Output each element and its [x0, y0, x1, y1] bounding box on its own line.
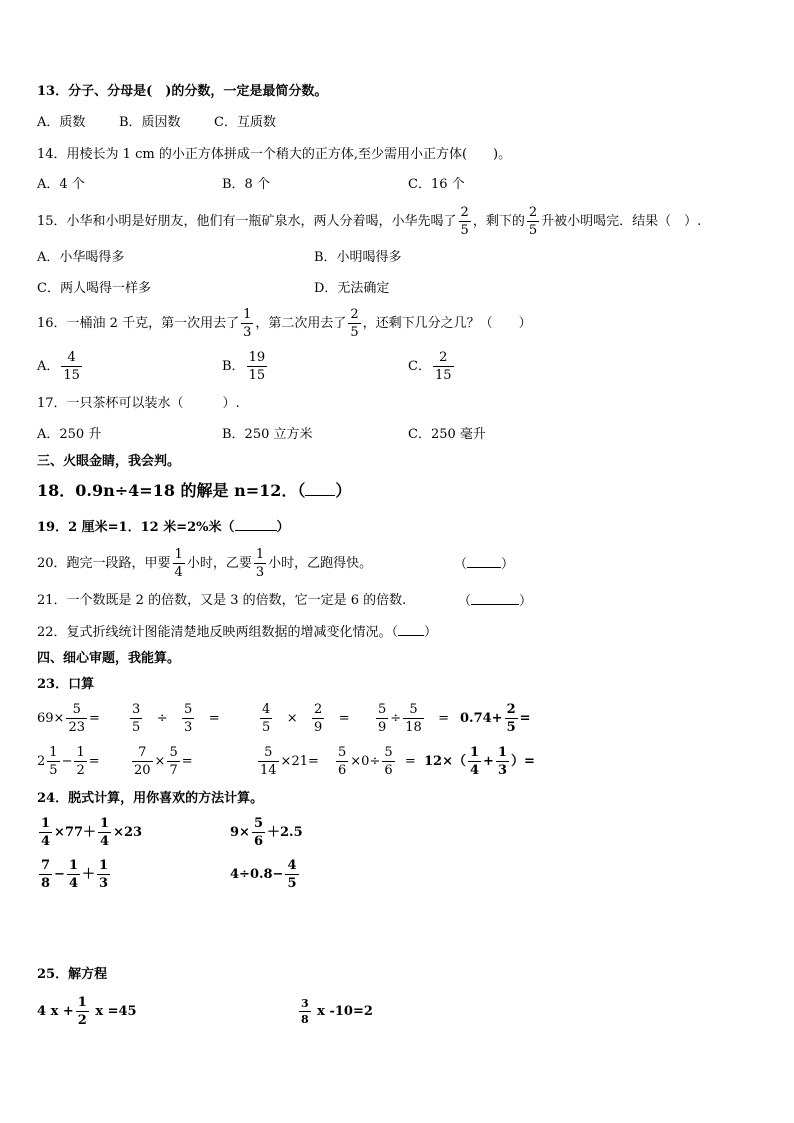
step-calc-item: $\frac{7}{8}$ − $\frac{1}{4}$ ＋ $\frac{1}{3}$ [41, 858, 109, 891]
fraction: $\frac{1}{2}$ [76, 745, 85, 778]
fraction: $\frac{5}{18}$ [405, 702, 422, 735]
fraction: $\frac{1}{3}$ [243, 307, 252, 340]
fraction: $\frac{3}{5}$ [132, 702, 141, 735]
q13-option-a: A．质数 [37, 115, 86, 130]
fraction: $\frac{4}{5}$ [262, 702, 271, 735]
fraction: $\frac{2}{9}$ [314, 702, 323, 735]
section-4-heading: 四、细心审题，我能算。 [37, 651, 181, 666]
fraction: $\frac{2}{5}$ [506, 702, 516, 735]
q16-text-2: ，第二次用去了 [255, 316, 347, 331]
q16-option-c: C． $\frac{2}{15}$ [408, 350, 452, 383]
q13-stem: 13．分子、分母是( )的分数，一定是最简分数。 [37, 84, 328, 99]
q23-title: 23．口算 [37, 677, 95, 692]
fraction: $\frac{1}{5}$ [49, 745, 58, 778]
mental-calc-item: $\frac{5}{6}$ ×0÷ $\frac{5}{6}$ = [338, 745, 416, 778]
equation-item: 4 x + $\frac{1}{2}$ x =45 [37, 995, 137, 1028]
q16-text-3: ，还剩下几分之几？（ ） [362, 316, 532, 331]
mental-calc-item: $\frac{7}{20}$ × $\frac{5}{7}$ = [134, 745, 193, 778]
fraction: $\frac{19}{15}$ [248, 350, 266, 383]
fraction: $\frac{1}{3}$ [99, 858, 109, 891]
fraction: $\frac{1}{4}$ [174, 547, 183, 580]
q15-stem [37, 203, 701, 241]
answer-blank[interactable] [398, 623, 424, 636]
fraction: $\frac{7}{20}$ [134, 745, 151, 778]
fraction: $\frac{5}{7}$ [169, 745, 178, 778]
fraction: $\frac{5}{6}$ [253, 816, 263, 849]
q17-option-c: C．250 毫升 [408, 427, 486, 442]
q14-option-c: C．16 个 [408, 177, 465, 192]
q21-answer: （ ） [458, 594, 533, 609]
q15-option-c: C．两人喝得一样多 [37, 281, 151, 296]
q25-title: 25．解方程 [37, 967, 108, 982]
fraction: $\frac{4}{5}$ [287, 858, 297, 891]
equation-item: $\frac{3}{8}$ x -10=2 [301, 997, 373, 1026]
q20-statement: 20．跑完一段路，甲要 $\frac{1}{4}$ 小时，乙要 $\frac{1}{3}$ 小时，乙跑得快。 [37, 547, 373, 580]
fraction: $\frac{2}{5}$ [460, 205, 469, 238]
q24-title: 24．脱式计算，用你喜欢的方法计算。 [37, 791, 264, 806]
fraction: $\frac{5}{6}$ [338, 745, 347, 778]
q15-text-1: 15．小华和小明是好朋友，他们有一瓶矿泉水，两人分着喝，小华先喝了 [37, 214, 457, 229]
fraction: $\frac{1}{3}$ [497, 745, 507, 778]
mental-calc-item: 69× $\frac{5}{23}$ = [37, 702, 100, 735]
q20-answer: （ ） [454, 557, 515, 572]
section-3-heading: 三、火眼金睛，我会判。 [37, 454, 181, 469]
mental-calc-item: $\frac{5}{9}$ ÷ $\frac{5}{18}$ = [378, 702, 450, 735]
q14-option-a: A．4 个 [37, 177, 85, 192]
mental-calc-item: 0.74+ $\frac{2}{5}$ = [460, 702, 531, 735]
fraction: $\frac{1}{4}$ [469, 745, 480, 778]
step-calc-item: 4÷0.8− $\frac{4}{5}$ [230, 858, 297, 891]
q15-text-2: ，剩下的 [472, 214, 525, 229]
q13-option-c: C．互质数 [214, 115, 276, 130]
q13-option-b: B．质因数 [119, 115, 181, 130]
q15-text-3: 升被小明喝完．结果（ ）. [541, 214, 702, 229]
q16-stem [37, 305, 532, 343]
mental-calc-item: 12×（ $\frac{1}{4}$ + $\frac{1}{3}$ ）= [424, 745, 535, 778]
q21-statement: 21．一个数既是 2 的倍数，又是 3 的倍数，它一定是 6 的倍数. [37, 593, 407, 608]
mental-calc-item: $\frac{5}{14}$ ×21= [260, 745, 319, 778]
fraction: $\frac{1}{2}$ [77, 995, 87, 1028]
q19-statement: 19．2 厘米=1．12 米=2%米（ ） [37, 520, 290, 535]
fraction: $\frac{5}{23}$ [68, 702, 85, 735]
fraction: $\frac{1}{4}$ [41, 816, 51, 849]
step-calc-item: 9× $\frac{5}{6}$ ＋2.5 [230, 816, 303, 849]
q18-statement: 18．0.9n÷4=18 的解是 n=12．（ ） [37, 481, 352, 500]
q14-option-b: B．8 个 [222, 177, 270, 192]
step-calc-item: $\frac{1}{4}$ ×77＋ $\frac{1}{4}$ ×23 [41, 816, 143, 849]
fraction: $\frac{2}{5}$ [350, 307, 359, 340]
fraction: $\frac{1}{4}$ [100, 816, 110, 849]
fraction: $\frac{4}{15}$ [63, 350, 80, 383]
fraction: $\frac{5}{14}$ [260, 745, 277, 778]
q15-option-a: A．小华喝得多 [37, 250, 125, 265]
fraction: $\frac{7}{8}$ [41, 858, 51, 891]
q16-option-a: A． $\frac{4}{15}$ [37, 350, 80, 383]
answer-blank[interactable] [467, 555, 501, 568]
fraction: $\frac{1}{3}$ [255, 547, 265, 580]
fraction: $\frac{2}{15}$ [434, 350, 452, 383]
mental-calc-item: $\frac{3}{5}$ ÷ $\frac{5}{3}$ = [132, 702, 220, 735]
fraction: $\frac{5}{6}$ [384, 745, 393, 778]
fraction: $\frac{2}{5}$ [528, 205, 538, 238]
q15-option-b: B．小明喝得多 [314, 250, 402, 265]
answer-blank[interactable] [235, 518, 277, 531]
fraction: $\frac{5}{9}$ [378, 702, 387, 735]
fraction: $\frac{3}{8}$ [301, 997, 309, 1026]
q17-option-a: A．250 升 [37, 427, 102, 442]
q17-option-b: B．250 立方米 [222, 427, 313, 442]
fraction: $\frac{1}{4}$ [68, 858, 78, 891]
q15-option-d: D．无法确定 [314, 281, 390, 296]
answer-blank[interactable] [471, 592, 519, 605]
q22-statement: 22．复式折线统计图能清楚地反映两组数据的增减变化情况。（ ） [37, 625, 438, 640]
answer-blank[interactable] [305, 483, 335, 496]
mental-calc-item: 2 $\frac{1}{5}$ − $\frac{1}{2}$ = [37, 745, 100, 778]
q16-option-b: B． $\frac{19}{15}$ [222, 350, 266, 383]
q14-stem: 14．用棱长为 1 cm 的小正方体拼成一个稍大的正方体,至少需用小正方体( )。 [37, 147, 512, 162]
mental-calc-item: $\frac{4}{5}$ × $\frac{2}{9}$ = [262, 702, 350, 735]
fraction: $\frac{5}{3}$ [184, 702, 193, 735]
q16-text-1: 16．一桶油 2 千克，第一次用去了 [37, 316, 240, 331]
q17-stem: 17．一只茶杯可以装水（ ）. [37, 396, 240, 411]
